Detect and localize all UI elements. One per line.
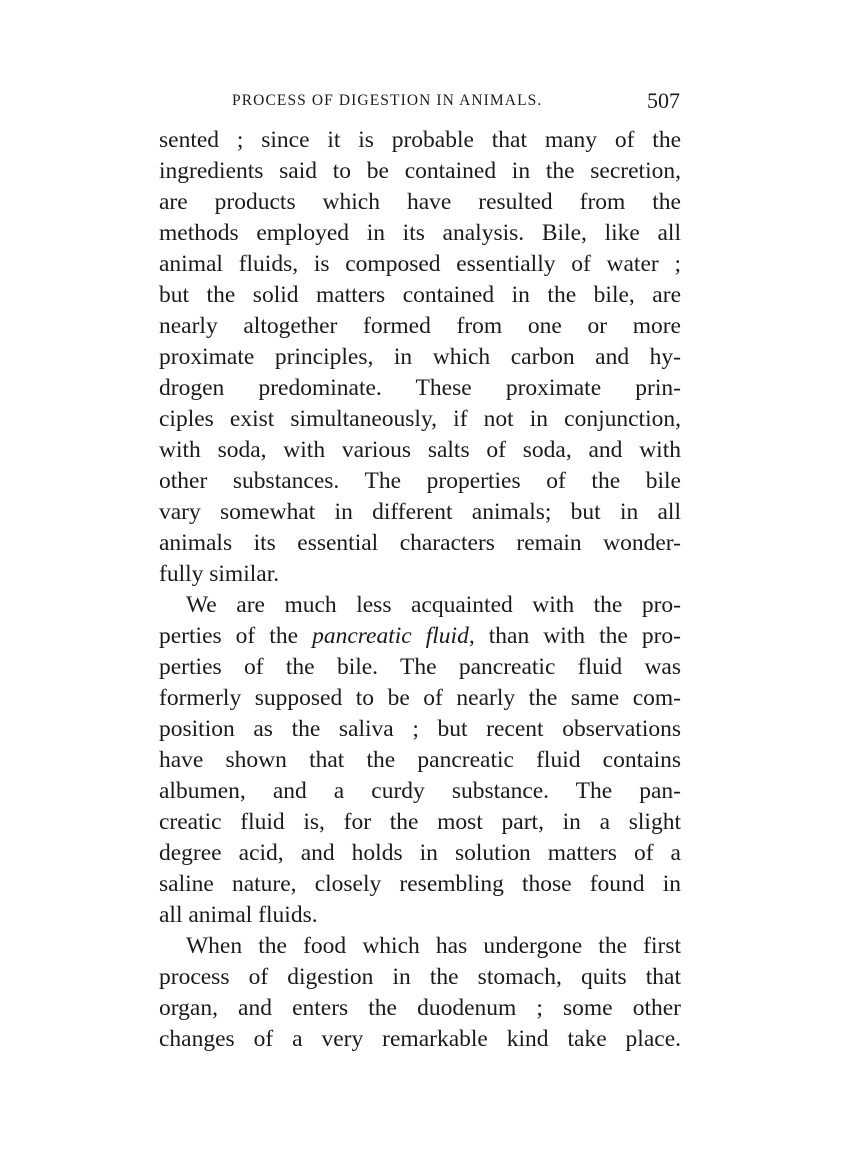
text-line: changes of a very remarkable kind take place. xyxy=(159,1026,681,1052)
text-line: animal fluids, is composed essentially of water ; xyxy=(159,251,681,277)
text-line: fully similar. xyxy=(159,561,280,587)
text-line: formerly supposed to be of nearly the same com- xyxy=(159,685,681,711)
text-line: ingredients said to be contained in the secretion, xyxy=(159,158,681,184)
text-line: ciples exist simultaneously, if not in conjunction, xyxy=(159,406,681,432)
text-line: saline nature, closely resembling those found in xyxy=(159,871,681,897)
page-number: 507 xyxy=(647,88,680,113)
running-head xyxy=(232,90,680,116)
text-line: animals its essential characters remain wonder- xyxy=(159,530,681,556)
text-line-with-italic xyxy=(159,621,681,652)
text-line: degree acid, and holds in solution matters of a xyxy=(159,840,681,866)
paragraph-2 xyxy=(159,590,681,931)
text-line: proximate principles, in which carbon and hy- xyxy=(159,344,681,370)
text-line: nearly altogether formed from one or more xyxy=(159,313,681,339)
text-fragment: perties of the xyxy=(159,623,299,649)
text-line: drogen predominate. These proximate prin- xyxy=(159,375,681,401)
paragraph-1 xyxy=(159,125,681,590)
text-line: have shown that the pancreatic fluid contains xyxy=(159,747,681,773)
text-line: with soda, with various salts of soda, and with xyxy=(159,437,681,463)
text-line: process of digestion in the stomach, quits that xyxy=(159,964,681,990)
text-fragment: than with the pro- xyxy=(488,623,681,649)
text-line: methods employed in its analysis. Bile, like all xyxy=(159,220,681,246)
text-line: creatic fluid is, for the most part, in a slight xyxy=(159,809,681,835)
paragraph-3 xyxy=(159,931,681,1055)
text-line: We are much less acquainted with the pro- xyxy=(186,592,681,618)
body-text xyxy=(159,125,681,1055)
text-line: albumen, and a curdy substance. The pan- xyxy=(159,778,681,804)
text-line: perties of the bile. The pancreatic fluid was xyxy=(159,654,681,680)
text-line: organ, and enters the duodenum ; some other xyxy=(159,995,681,1021)
text-line: position as the saliva ; but recent observations xyxy=(159,716,681,742)
italic-term: pancreatic fluid, xyxy=(312,623,475,649)
text-line: vary somewhat in different animals; but in all xyxy=(159,499,681,525)
text-line: are products which have resulted from the xyxy=(159,189,681,215)
text-line: other substances. The properties of the bile xyxy=(159,468,681,494)
text-line: sented ; since it is probable that many of the xyxy=(159,127,681,153)
text-line: all animal fluids. xyxy=(159,902,318,928)
text-line: When the food which has undergone the first xyxy=(186,933,681,959)
text-line: but the solid matters contained in the bile, are xyxy=(159,282,681,308)
running-title: PROCESS OF DIGESTION IN ANIMALS. xyxy=(232,92,543,109)
